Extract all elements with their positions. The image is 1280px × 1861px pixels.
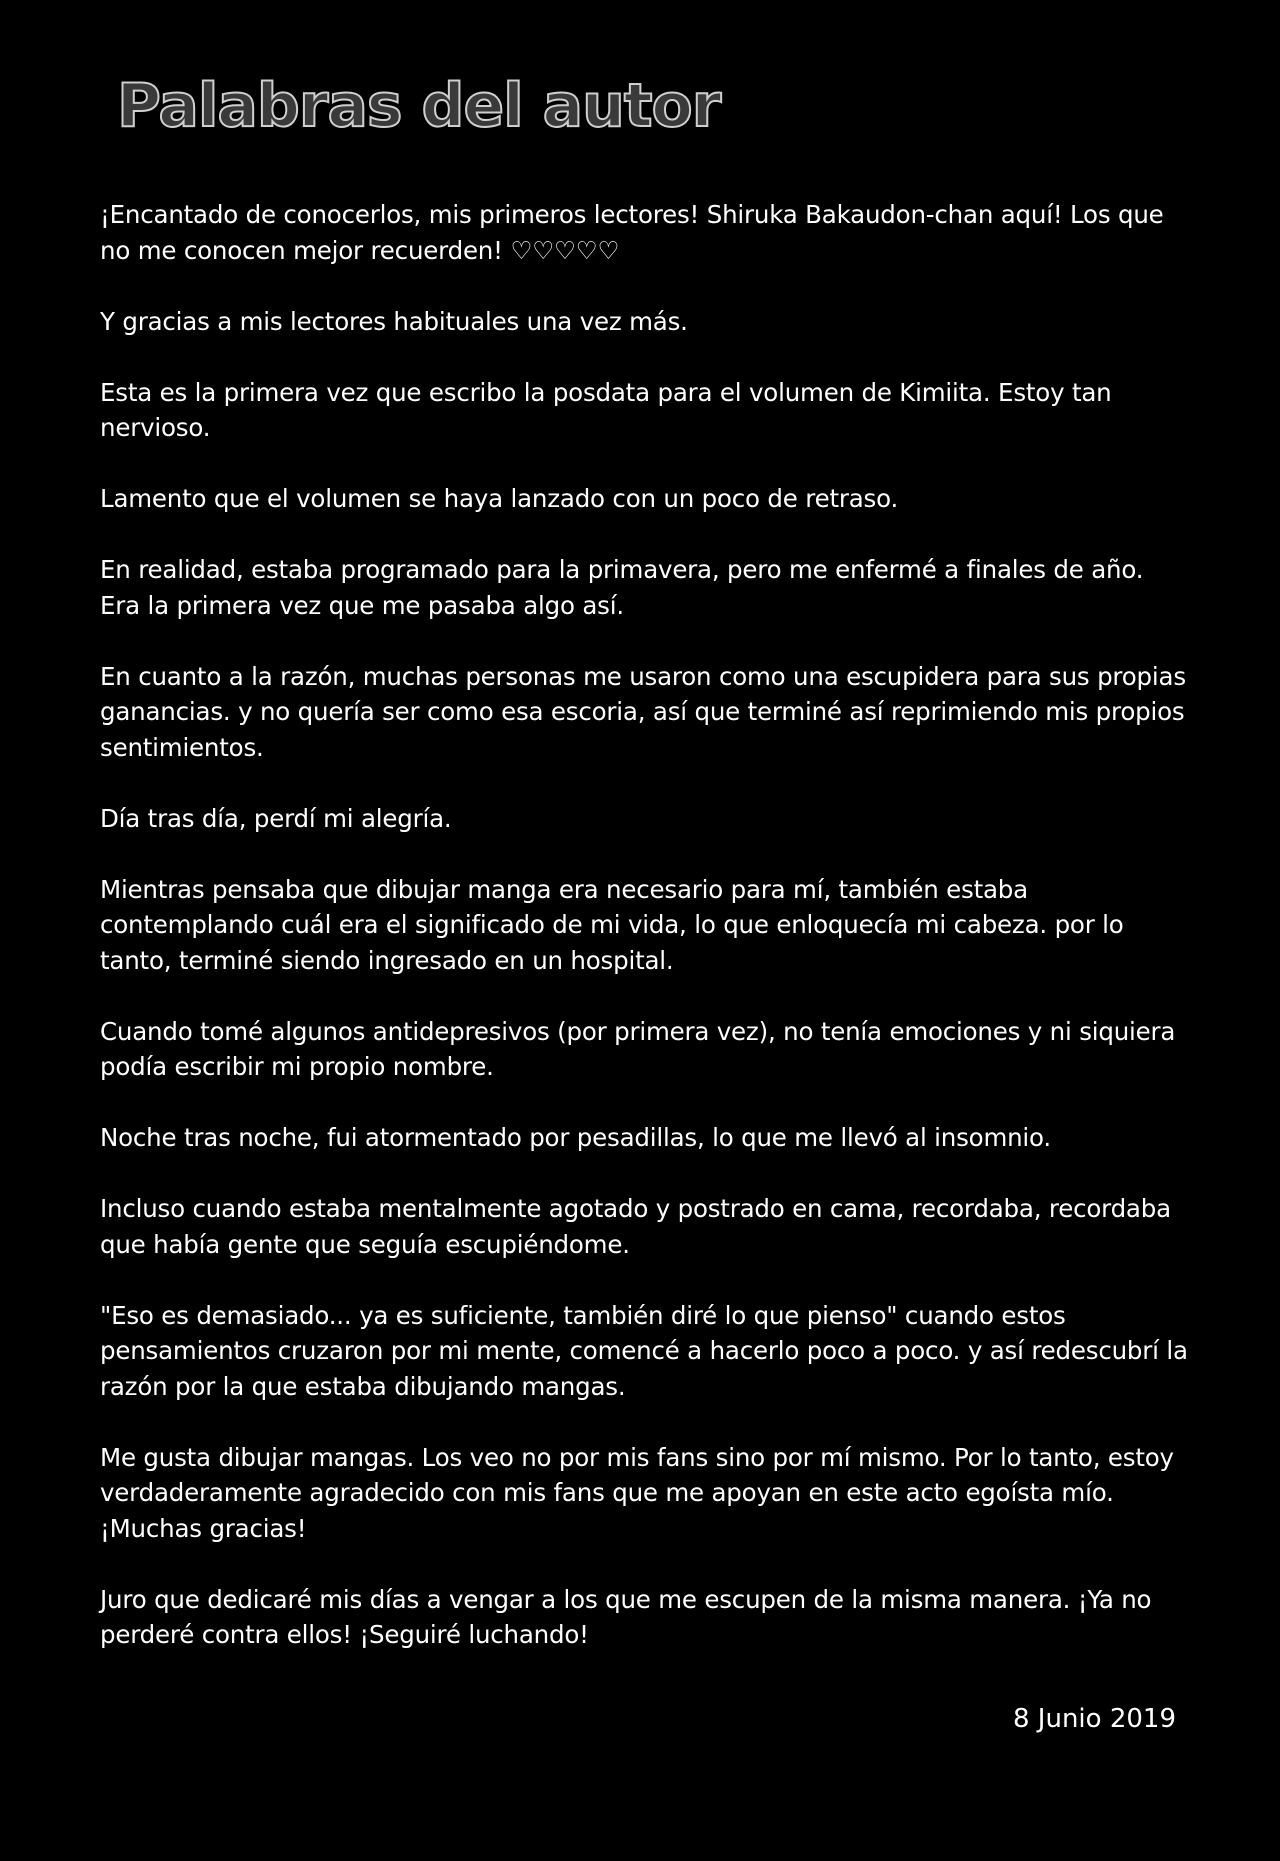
paragraph: ¡Encantado de conocerlos, mis primeros lectores! Shiruka Bakaudon-chan aquí! Los que no me conocen mejor recuerden! ♡♡♡♡♡ <box>100 200 1164 265</box>
paragraph: Incluso cuando estaba mentalmente agotado y postrado en cama, recordaba, recordaba que había gente que seguía escupiéndome. <box>100 1194 1171 1259</box>
paragraph: Esta es la primera vez que escribo la posdata para el volumen de Kimiita. Estoy tan nervioso. <box>100 377 1112 442</box>
paragraph: Lamento que el volumen se haya lanzado con un poco de retraso. <box>100 484 899 513</box>
author-note-body <box>100 197 1190 1688</box>
paragraph: Noche tras noche, fui atormentado por pesadillas, lo que me llevó al insomnio. <box>100 1123 1051 1152</box>
paragraph: Juro que dedicaré mis días a vengar a los que me escupen de la misma manera. ¡Ya no perderé contra ellos! ¡Seguiré luchando! <box>100 1584 1152 1649</box>
paragraph: En cuanto a la razón, muchas personas me usaron como una escupidera para sus propias ganancias. y no quería ser como esa escoria, así que terminé así reprimiendo mis propios sentimientos. <box>100 661 1186 762</box>
paragraph: Cuando tomé algunos antidepresivos (por primera vez), no tenía emociones y ni siquiera podía escribir mi propio nombre. <box>100 1016 1176 1081</box>
page-title: Palabras del autor <box>117 71 721 141</box>
paragraph: "Eso es demasiado... ya es suficiente, también diré lo que pienso" cuando estos pensamientos cruzaron por mi mente, comencé a hacerlo poco a poco. y así redescubrí la razón por la que estaba dibujando mangas. <box>100 1300 1188 1401</box>
paragraph: En realidad, estaba programado para la primavera, pero me enfermé a finales de año. Era la primera vez que me pasaba algo así. <box>100 555 1144 620</box>
paragraph: Me gusta dibujar mangas. Los veo no por mis fans sino por mí mismo. Por lo tanto, estoy verdaderamente agradecido con mis fans que me apoyan en este acto egoísta mío. ¡Muchas gracias! <box>100 1442 1174 1543</box>
paragraph: Y gracias a mis lectores habituales una vez más. <box>100 306 688 336</box>
signature-date: 8 Junio 2019 <box>1013 1704 1176 1734</box>
paragraph: Día tras día, perdí mi alegría. <box>100 803 452 833</box>
paragraph: Mientras pensaba que dibujar manga era necesario para mí, también estaba contemplando cuál era el significado de mi vida, lo que enloquecía mi cabeza. por lo tanto, terminé siendo ingresado en un hospital. <box>100 874 1124 975</box>
